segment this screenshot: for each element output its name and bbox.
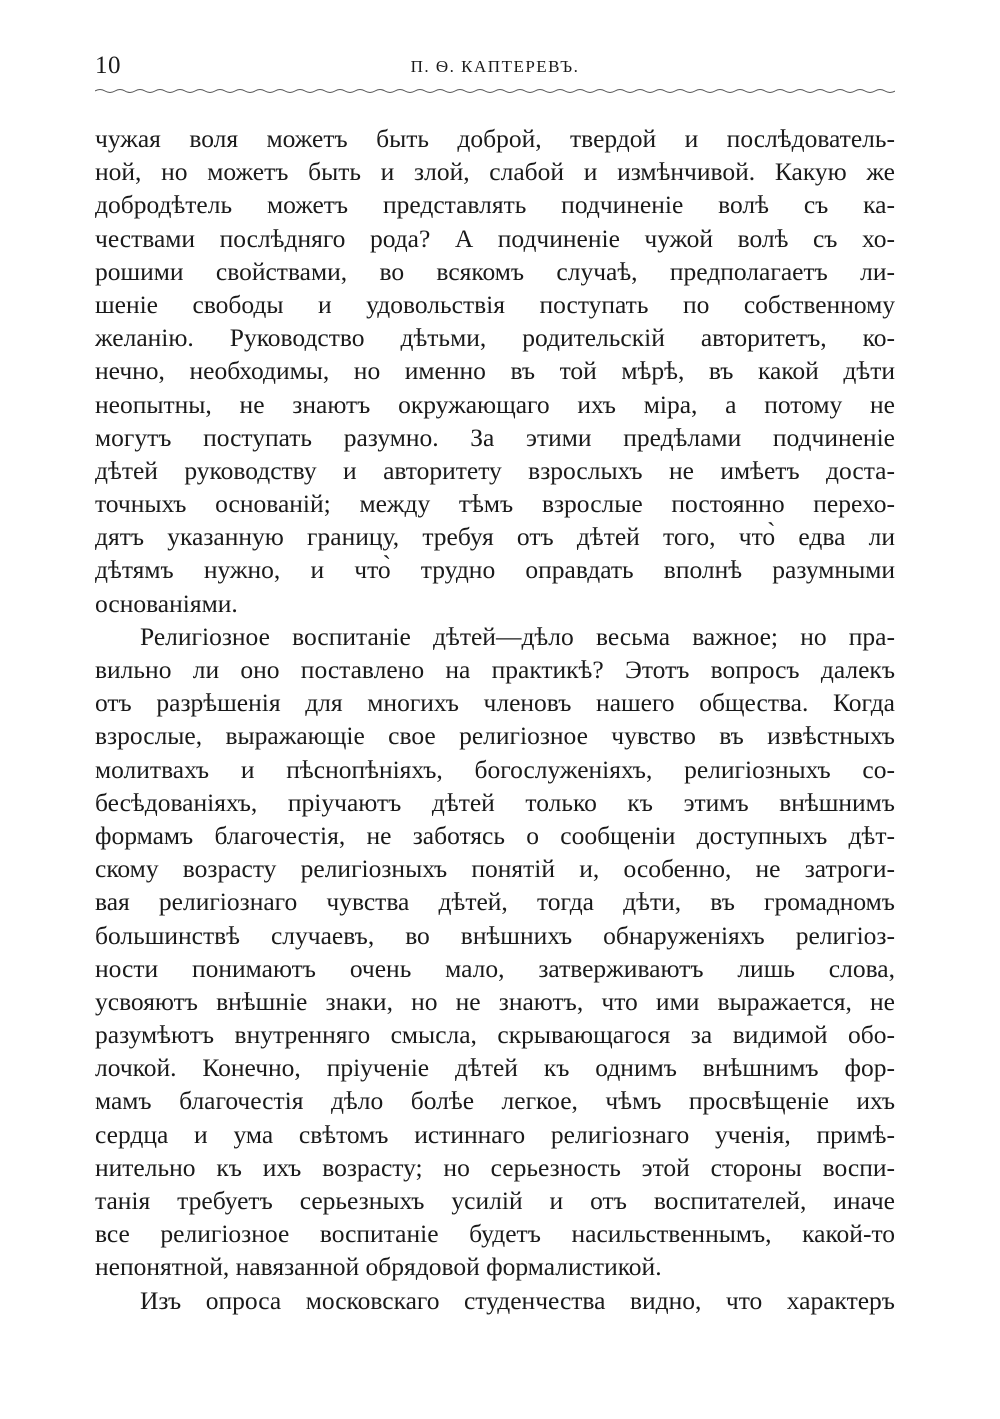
text-line: все религіозное воспитаніе будетъ насильственнымъ, какой-то xyxy=(95,1219,895,1249)
paragraph xyxy=(95,1284,895,1317)
text-line: чествами послѣдняго рода? А подчиненіе чужой волѣ съ хо- xyxy=(95,223,895,253)
text-line: Религіозное воспитаніе дѣтей—дѣло весьма важное; но пра- xyxy=(140,621,895,651)
text-line: чужая воля можетъ быть доброй, твердой и послѣдователь- xyxy=(95,124,895,153)
header-divider xyxy=(95,88,895,94)
text-line: желанію. Руководство дѣтьми, родительскій авторитетъ, ко- xyxy=(95,323,895,353)
text-line: дѣтей руководству и авторитету взрослыхъ не имѣетъ доста- xyxy=(95,455,895,485)
text-line: нительно къ ихъ возрасту; но серьезность этой стороны воспи- xyxy=(95,1152,895,1182)
page-number: 10 xyxy=(95,52,121,79)
text-line: ности понимаютъ очень мало, затверживаютъ лишь слова, xyxy=(95,953,895,983)
text-line: формамъ благочестія, не заботясь о сообщеніи доступныхъ дѣт- xyxy=(95,820,895,850)
text-line: непонятной, навязанной обрядовой формалистикой. xyxy=(95,1252,662,1282)
text-line: скому возрасту религіозныхъ понятій и, особенно, не затроги- xyxy=(95,854,895,884)
text-line: дѣтямъ нужно, и что̀ трудно оправдать вполнѣ разумными xyxy=(95,555,895,585)
text-line: добродѣтель можетъ представлять подчиненіе волѣ съ ка- xyxy=(95,190,895,220)
text-line: нечно, необходимы, но именно въ той мѣрѣ, въ какой дѣти xyxy=(95,356,895,386)
text-line: точныхъ основаній; между тѣмъ взрослые постоянно перехо- xyxy=(95,489,895,519)
body-text xyxy=(95,122,895,1317)
text-line: шеніе свободы и удовольствія поступать по собственному xyxy=(95,289,895,319)
page-header xyxy=(95,52,895,86)
text-line: молитвахъ и пѣснопѣніяхъ, богослуженіяхъ, религіозныхъ со- xyxy=(95,754,895,784)
text-line: разумѣютъ внутренняго смысла, скрывающагося за видимой обо- xyxy=(95,1020,895,1050)
text-line: сердца и ума свѣтомъ истиннаго религіознаго ученія, примѣ- xyxy=(95,1119,895,1149)
text-line: неопытны, не знаютъ окружающаго ихъ міра, а потому не xyxy=(95,389,895,419)
text-line: дятъ указанную границу, требуя отъ дѣтей того, что̀ едва ли xyxy=(95,522,895,552)
text-line: Изъ опроса московскаго студенчества видно, что характеръ xyxy=(140,1285,895,1315)
running-head: П. Ѳ. КАПТЕРЕВЪ. xyxy=(410,57,580,76)
text-line: мамъ благочестія дѣло болѣе легкое, чѣмъ просвѣщеніе ихъ xyxy=(95,1086,895,1116)
text-line: отъ разрѣшенія для многихъ членовъ нашего общества. Когда xyxy=(95,688,895,718)
text-line: взрослые, выражающіе свое религіозное чувство въ извѣстныхъ xyxy=(95,721,895,751)
text-line: усвояютъ внѣшніе знаки, но не знаютъ, что ими выражается, не xyxy=(95,986,895,1016)
text-line: могутъ поступать разумно. За этими предѣлами подчиненіе xyxy=(95,422,895,452)
text-line: основаніями. xyxy=(95,588,238,618)
text-line: вильно ли оно поставлено на практикѣ? Этотъ вопросъ далекъ xyxy=(95,655,895,684)
text-line: большинствѣ случаевъ, во внѣшнихъ обнаруженіяхъ религіоз- xyxy=(95,920,895,950)
text-line: рошими свойствами, во всякомъ случаѣ, предполагаетъ ли- xyxy=(95,256,895,286)
text-line: бесѣдованіяхъ, пріучаютъ дѣтей только къ этимъ внѣшнимъ xyxy=(95,787,895,817)
text-line: танія требуетъ серьезныхъ усилій и отъ воспитателей, иначе xyxy=(95,1186,895,1215)
text-line: лочкой. Конечно, пріученіе дѣтей къ однимъ внѣшнимъ фор- xyxy=(95,1053,895,1083)
paragraph xyxy=(95,122,895,620)
text-line: вая религіознаго чувства дѣтей, тогда дѣти, въ громадномъ xyxy=(95,887,895,917)
text-line: ной, но можетъ быть и злой, слабой и измѣнчивой. Какую же xyxy=(95,157,895,187)
paragraph xyxy=(95,620,895,1284)
